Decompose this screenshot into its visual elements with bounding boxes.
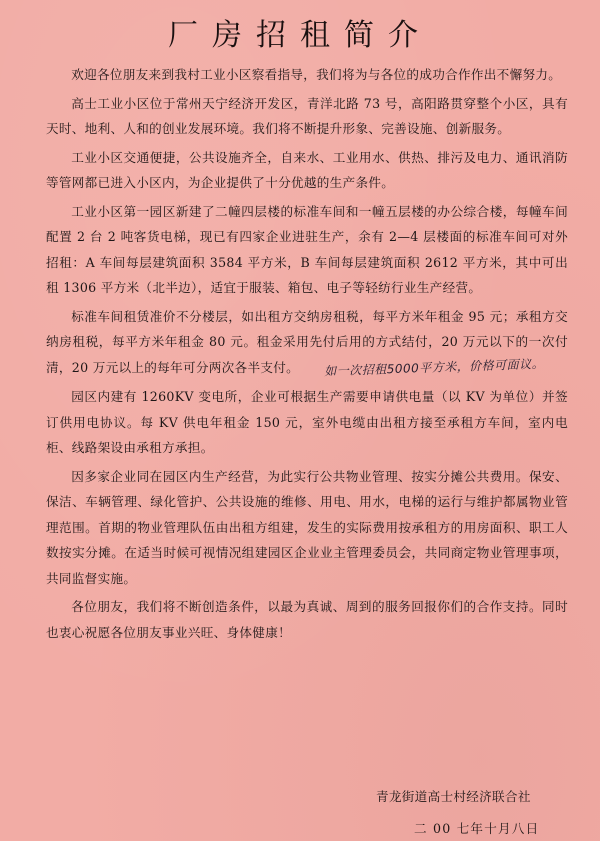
paragraph-welcome: 欢迎各位朋友来到我村工业小区察看指导，我们将为与各位的成功合作作出不懈努力。 — [71, 67, 562, 82]
paragraph-property-management: 因多家企业同在园区内生产经营，为此实行公共物业管理、按实分摊公共费用。保安、保洁、车辆管理、绿化管护、公共设施的维修、用电、用水，电梯的运行与维护都属物业管理范围。首期的物业管理队伍由出租方组建，发生的实际费用按承租方的用房面积、职工人数按实分摊。在适当时候可视情况组建园区企业业主管理委员会，共同商定物业管理事项，共同监督实施。 — [46, 468, 568, 586]
paragraph-infrastructure: 工业小区交通便捷，公共设施齐全，自来水、工业用水、供热、排污及电力、通讯消防等管网都已进入小区内，为企业提供了十分优越的生产条件。 — [46, 149, 568, 190]
paragraph-closing: 各位朋友，我们将不断创造条件，以最为真诚、周到的服务回报你们的合作支持。同时也衷心祝愿各位朋友事业兴旺、身体健康！ — [46, 599, 568, 640]
signature-date: 二 00 七年十月八日 — [414, 821, 540, 836]
handwritten-note: 如一次招租5000平方米，价格可面议。 — [323, 356, 545, 378]
signature-organization: 青龙街道高士村经济联合社 — [376, 789, 531, 804]
rent-terms-text: 标准车间租赁准价不分楼层，如出租方交纳房租税，每平方米年租金 95 元；承租方交纳房租税，每平方米年租金 80 元。租金采用先付后用的方式结付，20 万元以下的一次付清，20 万元以上的每年可分两次各半支付。 — [46, 308, 568, 375]
paragraph-rent-terms — [46, 304, 568, 382]
document-title: 厂房招租简介 — [168, 18, 432, 53]
paragraph-power-supply: 园区内建有 1260KV 变电所，企业可根据生产需要申请供电量（以 KV 为单位）并签订供用电协议。每 KV 供电年租金 150 元，室外电缆由出租方接至承租方车间，室内电柜、线路架设由承租方承担。 — [46, 389, 568, 455]
paragraph-workshops: 工业小区第一园区新建了二幢四层楼的标准车间和一幢五层楼的办公综合楼，每幢车间配置 2 台 2 吨客货电梯，现已有四家企业进驻生产，余有 2—4 层楼面的标准车间可对外招租：A 车间每层建筑面积 3584 平方米，B 车间每层建筑面积 2612 平方米，其中可出租 1306 平方米（北半边），适宜于服装、箱包、电子等轻纺行业生产经营。 — [46, 203, 568, 295]
document-body — [46, 62, 568, 648]
paragraph-location: 高士工业小区位于常州天宁经济开发区，青洋北路 73 号，高阳路贯穿整个小区，具有天时、地利、人和的创业发展环境。我们将不断提升形象、完善设施、创新服务。 — [46, 95, 568, 136]
